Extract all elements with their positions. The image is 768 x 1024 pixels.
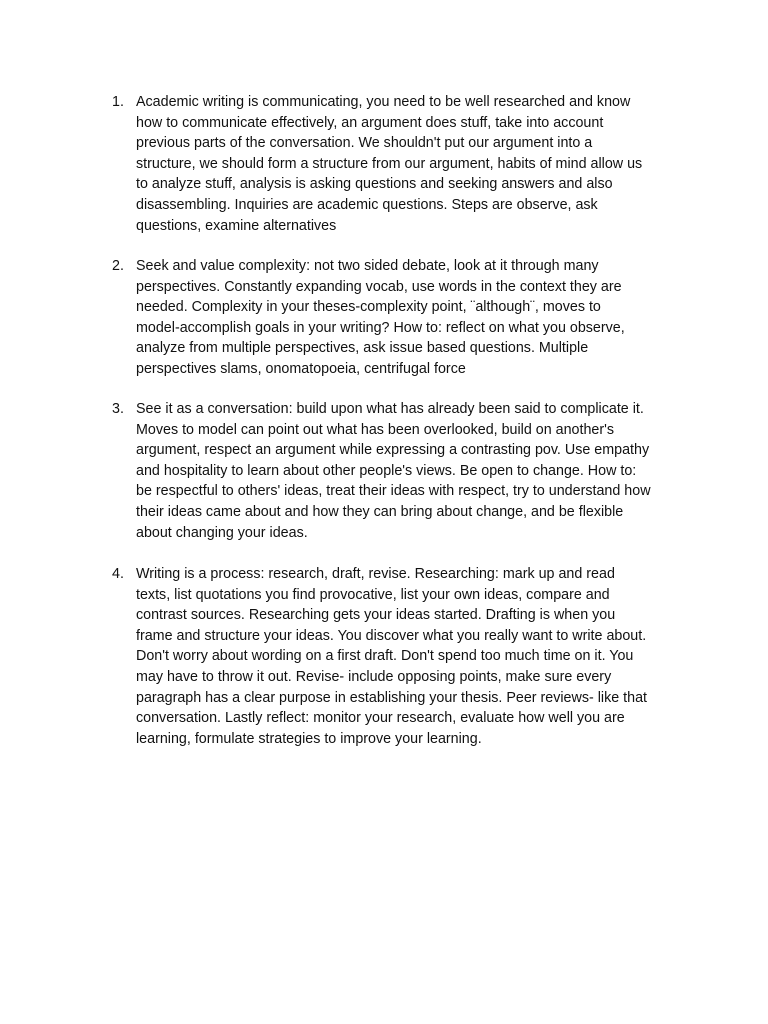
text-line: conversation. Lastly reflect: monitor your research, evaluate how well you are xyxy=(136,710,625,727)
text-line: and hospitality to learn about other people's views. Be open to change. How to: xyxy=(136,462,637,479)
text-line: how to communicate effectively, an argument does stuff, take into account xyxy=(136,114,604,131)
list-item-text xyxy=(136,92,687,236)
text-line: about changing your ideas. xyxy=(136,524,308,541)
text-line: model-accomplish goals in your writing? How to: reflect on what you observe, xyxy=(136,319,625,336)
text-line: Academic writing is communicating, you need to be well researched and know xyxy=(136,94,631,110)
text-line: Don't worry about wording on a first draft. Don't spend too much time on it. You xyxy=(136,648,634,665)
text-line: perspectives. Constantly expanding vocab, use words in the context they are xyxy=(136,278,622,295)
text-line: Seek and value complexity: not two sided debate, look at it through many xyxy=(136,258,599,274)
text-line: previous parts of the conversation. We shouldn't put our argument into a xyxy=(136,135,593,152)
list-item-number: 2. xyxy=(112,258,124,274)
text-line: argument, respect an argument while expressing a contrasting pov. Use empathy xyxy=(136,442,650,459)
text-line: paragraph has a clear purpose in establishing your thesis. Peer reviews- like that xyxy=(136,689,647,706)
list-item-number: 3. xyxy=(112,401,124,417)
text-line: frame and structure your ideas. You discover what you really want to write about. xyxy=(136,627,647,644)
text-line: contrast sources. Researching gets your ideas started. Drafting is when you xyxy=(136,607,616,624)
text-line: texts, list quotations you find provocative, list your own ideas, compare and xyxy=(136,586,610,603)
text-line: disassembling. Inquiries are academic questions. Steps are observe, ask xyxy=(136,196,598,213)
text-line: structure, we should form a structure from our argument, habits of mind allow us xyxy=(136,155,643,172)
list-item-number: 4. xyxy=(112,566,124,582)
text-line: perspectives slams, onomatopoeia, centrifugal force xyxy=(136,360,466,377)
list-item-number: 1. xyxy=(112,94,124,110)
text-line: See it as a conversation: build upon what has already been said to complicate it. xyxy=(136,401,644,417)
list-item-text xyxy=(136,564,687,749)
list-item-text xyxy=(136,399,687,543)
text-line: needed. Complexity in your theses-complexity point, ¨although¨, moves to xyxy=(136,299,601,316)
text-line: analyze from multiple perspectives, ask issue based questions. Multiple xyxy=(136,340,589,357)
text-line: questions, examine alternatives xyxy=(136,217,337,234)
text-line: their ideas came about and how they can bring about change, and be flexible xyxy=(136,503,624,520)
list-item-text xyxy=(136,256,687,380)
text-line: Writing is a process: research, draft, revise. Researching: mark up and read xyxy=(136,566,615,582)
text-line: be respectful to others' ideas, treat their ideas with respect, try to understand how xyxy=(136,483,651,500)
text-line: may have to throw it out. Revise- include opposing points, make sure every xyxy=(136,668,612,685)
text-line: to analyze stuff, analysis is asking questions and seeking answers and also xyxy=(136,176,613,193)
text-line: Moves to model can point out what has been overlooked, build on another's xyxy=(136,421,615,438)
text-line: learning, formulate strategies to improve your learning. xyxy=(136,730,482,747)
